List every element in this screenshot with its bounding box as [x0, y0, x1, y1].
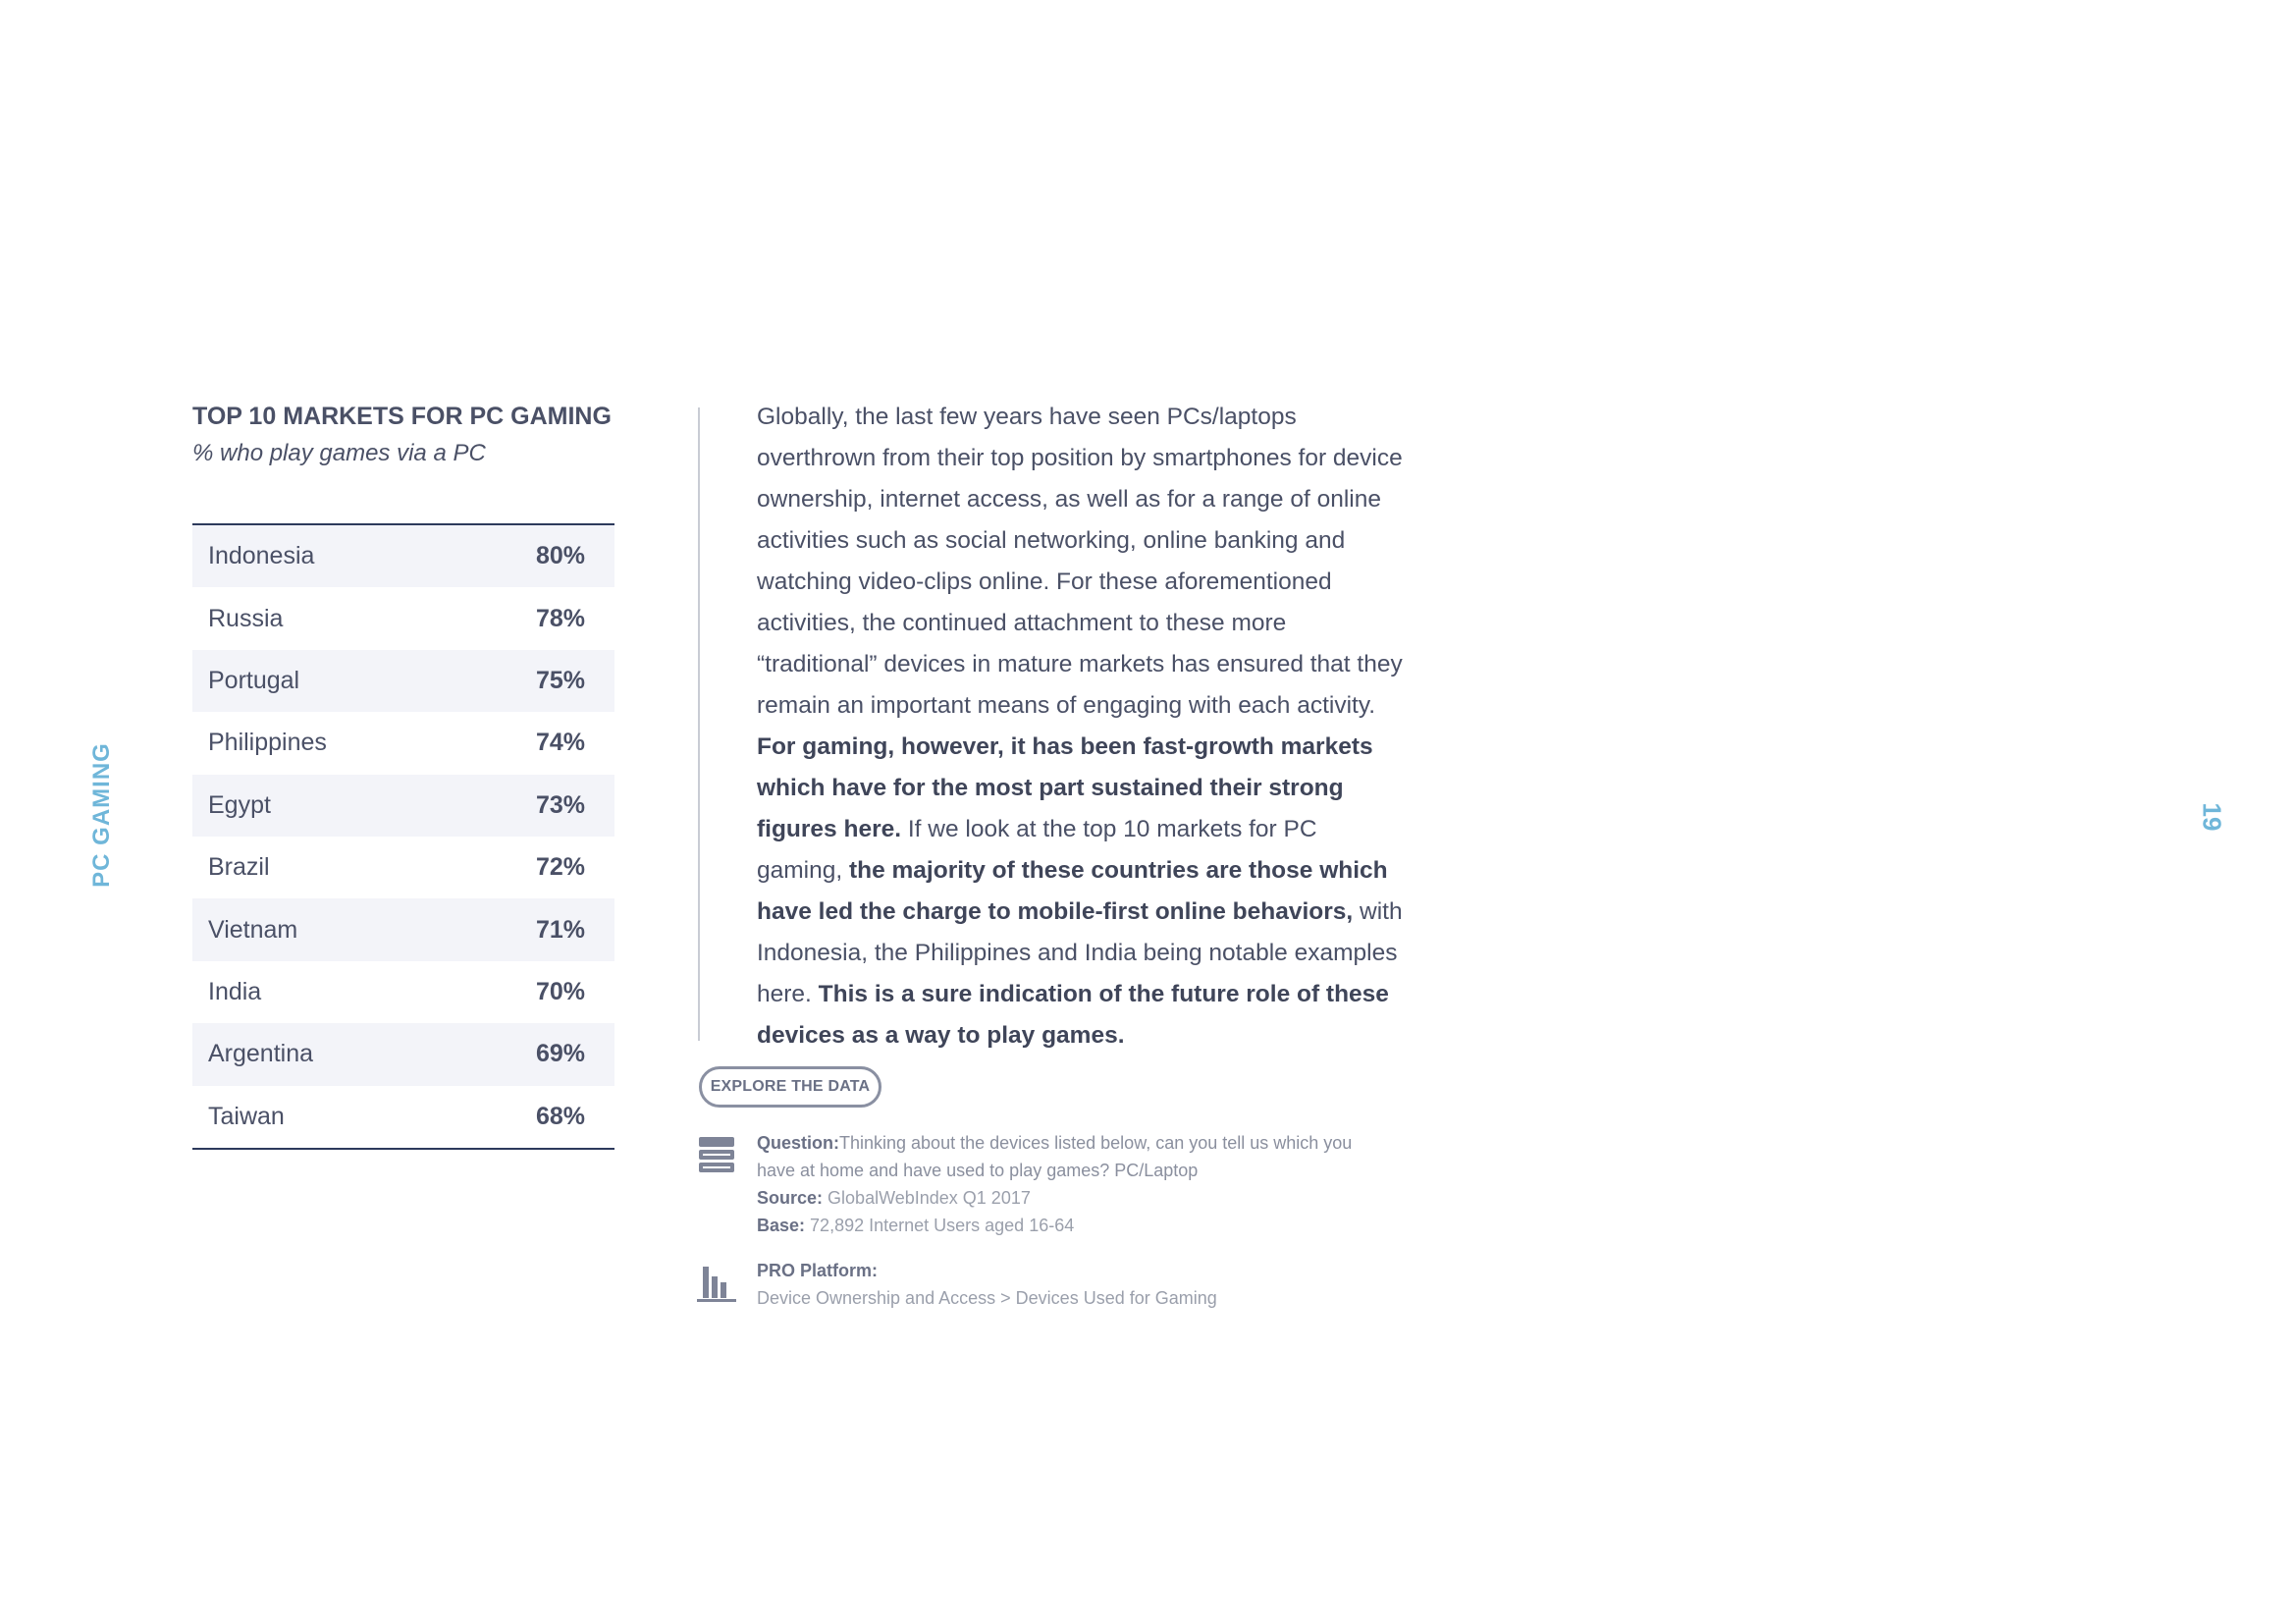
markets-table [192, 523, 614, 1150]
question-line [757, 1129, 1385, 1184]
database-icon [697, 1135, 736, 1174]
percent-value: 78% [535, 604, 585, 632]
vertical-divider [698, 407, 700, 1041]
question-text: Thinking about the devices listed below, can you tell us which you have at home and have used to play games? PC/Laptop [757, 1133, 1353, 1180]
source-label: Source: [757, 1188, 824, 1208]
base-label: Base: [757, 1216, 806, 1235]
table-row [192, 775, 614, 837]
percent-value: 73% [535, 790, 585, 819]
source-line [757, 1184, 1385, 1212]
percent-value: 80% [535, 542, 585, 570]
body-paragraph [757, 397, 1405, 1056]
body-text-part: If we look at the top 10 markets for PC gaming, [757, 816, 1317, 884]
percent-value: 72% [535, 853, 585, 882]
percent-value: 68% [535, 1102, 585, 1130]
body-bold-part: This is a sure indication of the future role of these devices as a way to play games. [757, 981, 1389, 1049]
question-source-note [757, 1129, 1385, 1239]
country-name: Indonesia [208, 542, 315, 570]
country-name: Portugal [208, 666, 300, 694]
bar-chart-icon [697, 1265, 736, 1304]
base-line [757, 1212, 1385, 1239]
percent-value: 70% [535, 977, 585, 1005]
pro-platform-note [757, 1257, 1385, 1312]
body-text-part: with Indonesia, the Philippines and India being notable examples here. [757, 898, 1403, 1007]
table-title: TOP 10 MARKETS FOR PC GAMING [192, 403, 612, 430]
percent-value: 75% [535, 666, 585, 694]
table-row [192, 898, 614, 960]
table-row [192, 961, 614, 1023]
pro-platform-label: PRO Platform: [757, 1261, 879, 1280]
percent-value: 69% [535, 1040, 585, 1068]
percent-value: 74% [535, 729, 585, 757]
country-name: Egypt [208, 790, 271, 819]
table-row [192, 587, 614, 649]
explore-the-data-button[interactable]: EXPLORE THE DATA [699, 1066, 881, 1108]
top-markets-table-block [192, 401, 614, 1130]
source-text: GlobalWebIndex Q1 2017 [828, 1188, 1031, 1208]
percent-value: 71% [535, 915, 585, 944]
country-name: Argentina [208, 1040, 314, 1068]
section-side-label: PC GAMING [88, 742, 115, 888]
table-row [192, 525, 614, 587]
page-number: 19 [2197, 802, 2227, 832]
pro-platform-path [757, 1284, 1385, 1312]
country-name: Russia [208, 604, 284, 632]
body-bold-part: For gaming, however, it has been fast-growth markets which have for the most part sustained their strong figures here. [757, 733, 1373, 842]
table-row [192, 1023, 614, 1085]
country-name: Taiwan [208, 1102, 285, 1130]
body-bold-part: the majority of these countries are those which have led the charge to mobile-first online behaviors, [757, 857, 1388, 925]
country-name: India [208, 977, 262, 1005]
table-row [192, 712, 614, 774]
country-name: Vietnam [208, 915, 298, 944]
pro-platform-link-1[interactable]: Device Ownership and Access [757, 1288, 996, 1308]
body-text-part: Globally, the last few years have seen PCs/laptops overthrown from their top position by smartphones for device ownership, internet access, as well as for a range of online activities such as social networking, online banking and watching video-clips online. For these aforementioned activities, the continued attachment to these more “traditional” devices in mature markets has ensured that they remain an important means of engaging with each activity. [757, 404, 1403, 719]
base-text: 72,892 Internet Users aged 16-64 [810, 1216, 1075, 1235]
table-row [192, 650, 614, 712]
question-label: Question: [757, 1133, 839, 1153]
table-subtitle: % who play games via a PC [192, 440, 486, 466]
table-row [192, 1086, 614, 1148]
country-name: Philippines [208, 729, 327, 757]
country-name: Brazil [208, 853, 270, 882]
table-row [192, 837, 614, 898]
pro-platform-link-2[interactable]: Devices Used for Gaming [1015, 1288, 1217, 1308]
chevron-right-separator: > [1000, 1288, 1011, 1308]
